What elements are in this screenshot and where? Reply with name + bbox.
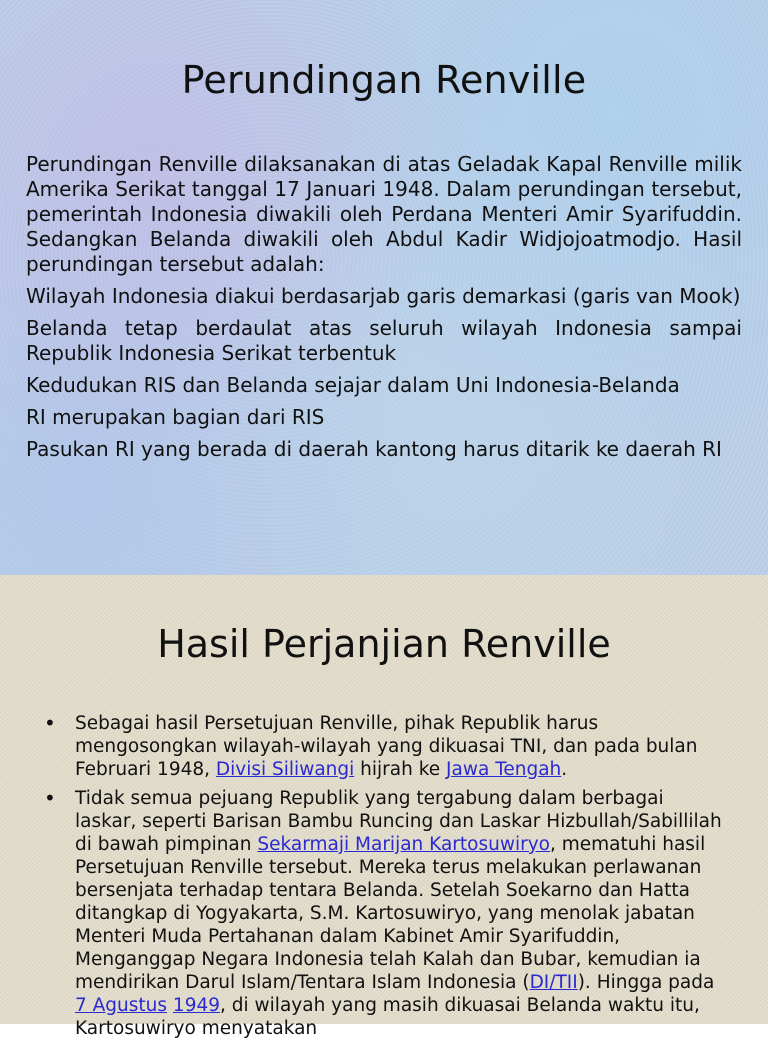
- slide-hasil-perjanjian-renville: [0, 575, 768, 1039]
- slide2-bullet-list: [44, 712, 724, 1046]
- link-7-agustus[interactable]: 7 Agustus: [75, 995, 168, 1016]
- slide1-point: Pasukan RI yang berada di daerah kantong harus ditarik ke daerah RI: [26, 437, 722, 461]
- slide1-point: Kedudukan RIS dan Belanda sejajar dalam Uni Indonesia-Belanda: [26, 373, 680, 397]
- bullet-text: hijrah ke: [354, 759, 447, 780]
- link-kartosuwiryo[interactable]: Sekarmaji Marijan Kartosuwiryo: [257, 834, 550, 855]
- slide2-title: Hasil Perjanjian Renville: [157, 622, 611, 666]
- bullet-item: [44, 787, 724, 1040]
- bullet-text: Tidak semua pejuang Republik yang tergabung dalam berbagai laskar, seperti Barisan Bambu Runcing dan Laskar Hizbullah/Sabillilah di bawah pimpinan: [75, 788, 722, 855]
- slide1-point: Belanda tetap berdaulat atas seluruh wilayah Indonesia sampai Republik Indonesia Serikat terbentuk: [26, 316, 742, 365]
- bullet-text: , mematuhi hasil Persetujuan Renville tersebut. Mereka terus melakukan perlawanan bersenjata terhadap tentara Belanda. Setelah Soekarno dan Hatta ditangkap di Yogyakarta, S.M. Kartosuwiryo, yang menolak jabatan Menteri Muda Pertahanan dalam Kabinet Amir Syarifuddin, Menganggap Negara Indonesia telah Kalah dan Bubar, kemudian ia mendirikan Darul Islam/Tentara Islam Indonesia (: [75, 834, 706, 993]
- slide1-body: [26, 152, 742, 469]
- slide1-point: RI merupakan bagian dari RIS: [26, 405, 325, 429]
- bullet-item: [44, 712, 724, 781]
- link-divisi-siliwangi[interactable]: Divisi Siliwangi: [215, 759, 355, 780]
- link-jawa-tengah[interactable]: Jawa Tengah: [446, 759, 562, 780]
- slide1-point: Wilayah Indonesia diakui berdasarjab garis demarkasi (garis van Mook): [26, 284, 741, 308]
- bullet-text: .: [561, 759, 568, 780]
- bullet-text: Sebagai hasil Persetujuan Renville, pihak Republik harus mengosongkan wilayah-wilayah yang dikuasai TNI, dan pada bulan Februari 1948,: [75, 713, 698, 780]
- bullet-text: ). Hingga pada: [577, 972, 715, 993]
- slide1-title: Perundingan Renville: [181, 58, 587, 102]
- link-1949[interactable]: 1949: [172, 995, 221, 1016]
- bullet-text: , di wilayah yang masih dikuasai Belanda waktu itu, Kartosuwiryo menyatakan: [75, 995, 700, 1039]
- slide1-intro-paragraph: Perundingan Renville dilaksanakan di atas Geladak Kapal Renville milik Amerika Serikat tanggal 17 Januari 1948. Dalam perundingan tersebut, pemerintah Indonesia diwakili oleh Perdana Menteri Amir Syarifuddin. Sedangkan Belanda diwakili oleh Abdul Kadir Widjojoatmodjo. Hasil perundingan tersebut adalah:: [26, 152, 742, 276]
- link-di-tii[interactable]: DI/TII: [529, 972, 578, 993]
